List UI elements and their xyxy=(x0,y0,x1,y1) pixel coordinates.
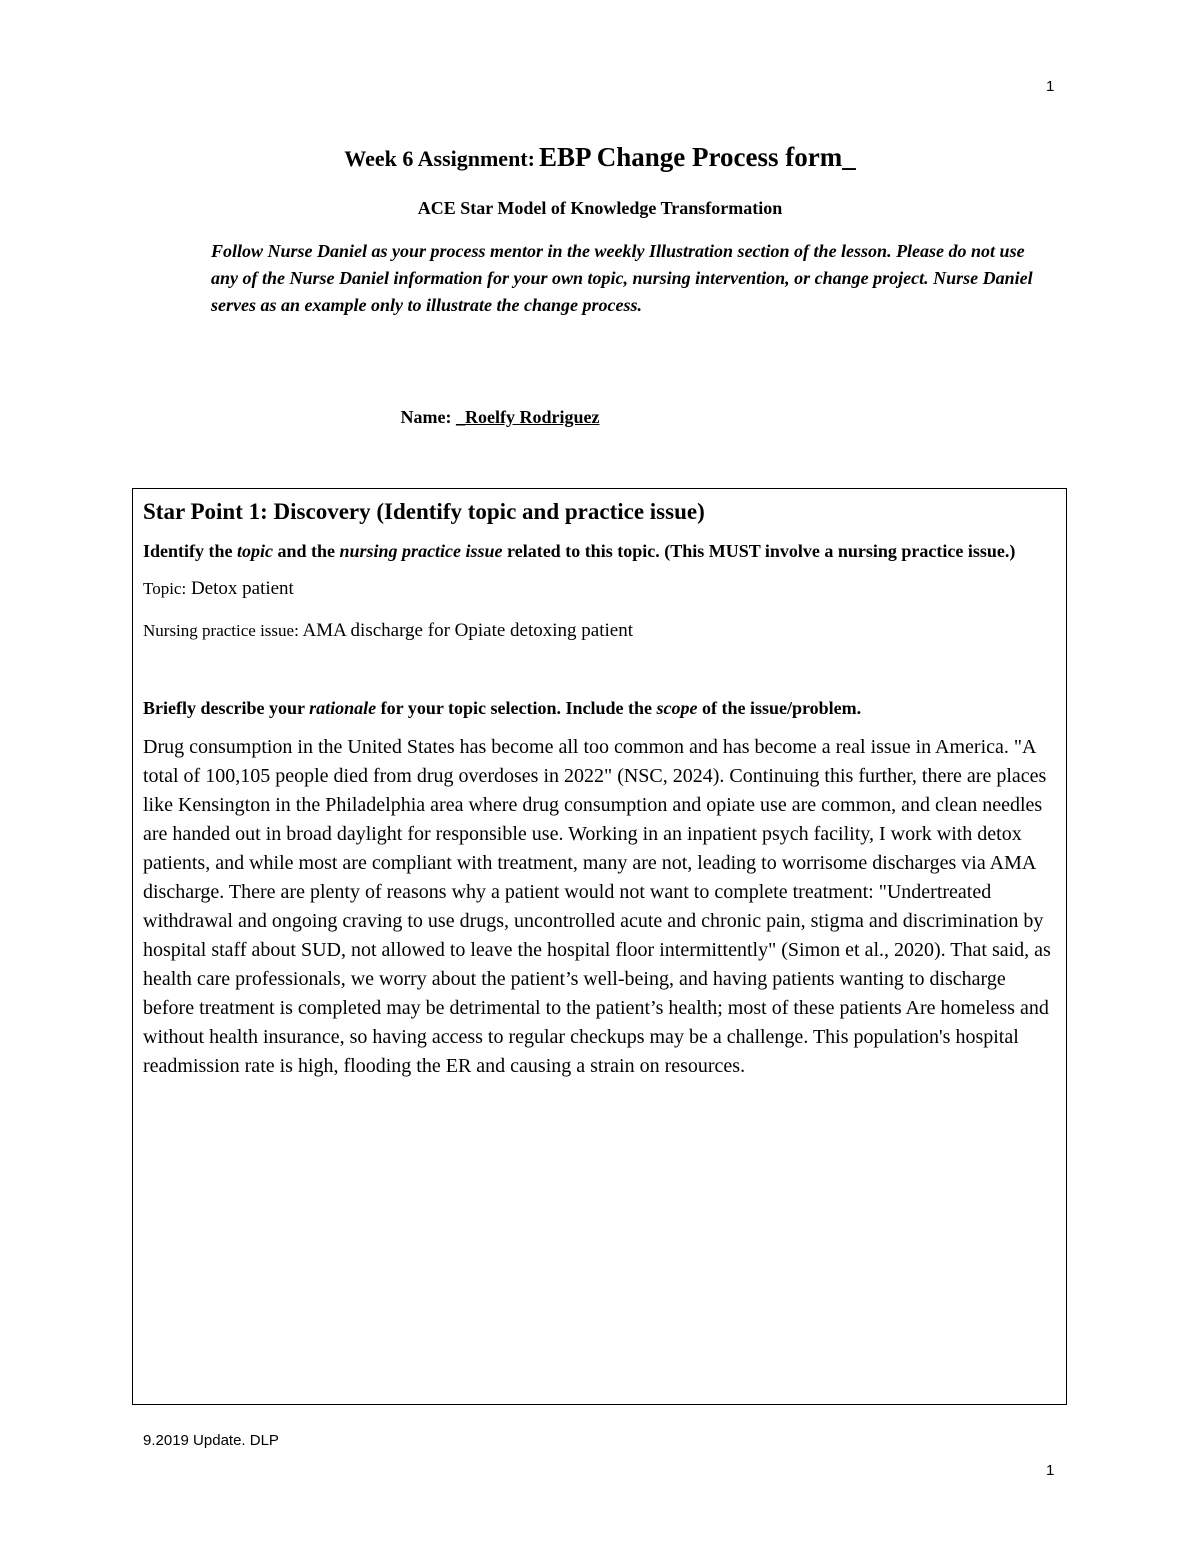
title-form: EBP Change Process form_ xyxy=(538,142,856,172)
title-week: Week 6 Assignment: xyxy=(344,146,535,171)
issue-value: AMA discharge for Opiate detoxing patient xyxy=(302,620,633,641)
instructions: Follow Nurse Daniel as your process mentor in the weekly Illustration section of the lesson. Please do not use any of the Nurse Daniel information for your own topic, nursing intervention, or change project. Nurse Daniel serves as an example only to illustrate the change process. xyxy=(211,241,1033,315)
issue-field[interactable] xyxy=(143,618,1056,644)
topic-prompt: Identify the topic and the nursing practice issue related to this topic. (This MUST involve a nursing practice issue.) xyxy=(143,541,1016,561)
topic-label: Topic: xyxy=(143,579,187,598)
rationale-prompt: Briefly describe your rationale for your topic selection. Include the scope of the issue/problem. xyxy=(143,698,862,718)
page-number-top: 1 xyxy=(1046,78,1055,95)
topic-value: Detox patient xyxy=(190,578,294,599)
star-point-1-box xyxy=(132,488,1067,1405)
page-title xyxy=(0,142,1200,173)
name-line xyxy=(0,407,1200,428)
footer-text: 9.2019 Update. DLP xyxy=(143,1432,279,1449)
topic-field[interactable] xyxy=(143,576,1056,602)
name-field[interactable] xyxy=(456,407,799,427)
name-label: Name: xyxy=(400,407,452,427)
subtitle: ACE Star Model of Knowledge Transformation xyxy=(417,198,783,218)
name-value: _Roelfy Rodriguez xyxy=(456,407,600,427)
rationale-text[interactable]: Drug consumption in the United States has become all too common and has become a real issue in America. "A total of 100,105 people died from drug overdoses in 2022" (NSC, 2024). Continuing this further, there are places like Kensington in the Philadelphia area where drug consumption and opiate use are common, and clean needles are handed out in broad daylight for responsible use. Working in an inpatient psych facility, I work with detox patients, and while most are compliant with treatment, many are not, leading to worrisome discharges via AMA discharge. There are plenty of reasons why a patient would not want to complete treatment: "Undertreated withdrawal and ongoing craving to use drugs, uncontrolled acute and chronic pain, stigma and discrimination by hospital staff about SUD, not allowed to leave the hospital floor intermittently" (Simon et al., 2020). That said, as health care professionals, we worry about the patient’s well-being, and having patients wanting to discharge before treatment is completed may be detrimental to the patient’s health; most of these patients Are homeless and without health insurance, so having access to regular checkups may be a challenge. This population's hospital readmission rate is high, flooding the ER and causing a strain on resources. xyxy=(143,736,1051,1077)
issue-label: Nursing practice issue: xyxy=(143,621,299,640)
page-number-bottom: 1 xyxy=(1046,1462,1055,1479)
star-point-1-heading: Star Point 1: Discovery (Identify topic and practice issue) xyxy=(143,499,705,524)
